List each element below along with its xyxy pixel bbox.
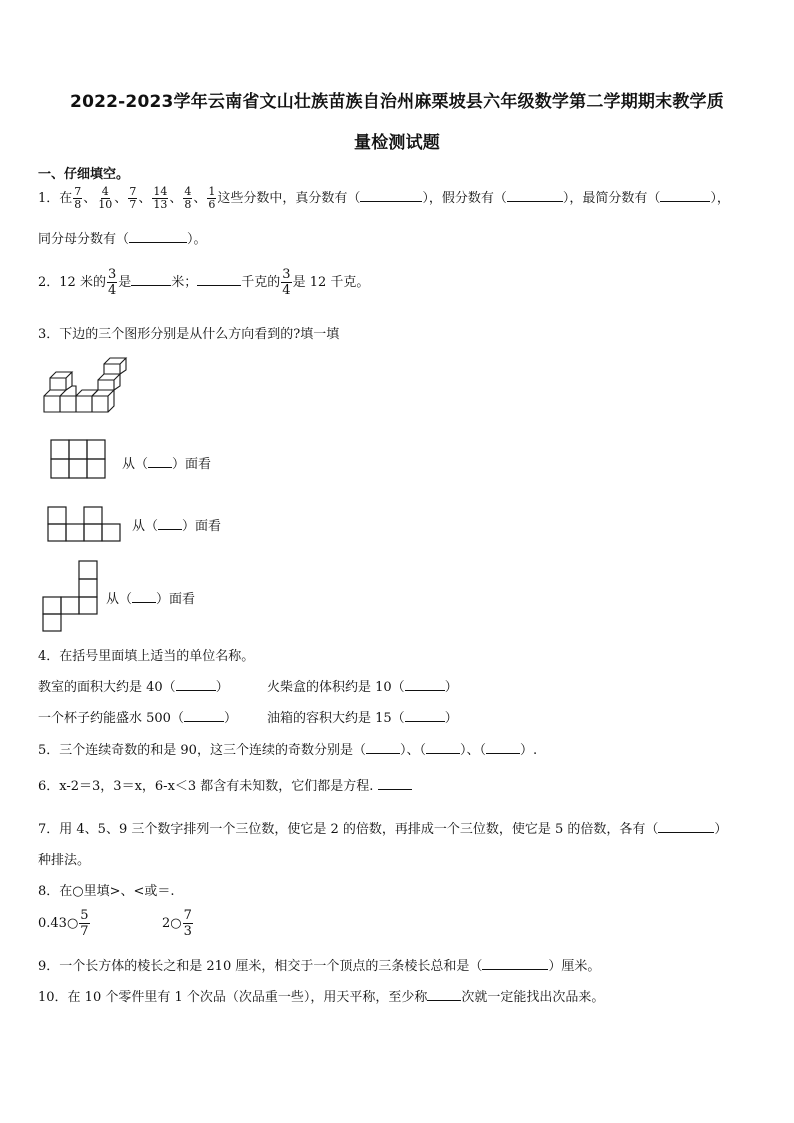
answer-blank[interactable] — [378, 777, 412, 790]
answer-blank[interactable] — [148, 455, 172, 468]
view-label-2: 从（ ）面看 — [132, 519, 222, 534]
question-7: 7．用 4、5、9 三个数字排列一个三位数，使它是 2 的倍数，再排成一个三位数，使它是 5 的倍数，各有（ ） — [38, 822, 728, 837]
q1-text-4: ）， — [710, 191, 730, 206]
fraction: $\frac{7}{3}$ — [183, 908, 192, 939]
view-figure-2 — [47, 506, 127, 544]
q8-compare-a: 0.43○ $\frac{5}{7}$ — [38, 908, 89, 939]
fraction: $\frac{3}{4}$ — [107, 267, 117, 298]
fraction-5: $\frac{4}{8}$ — [184, 185, 192, 211]
view-label-1: 从（ ）面看 — [122, 457, 212, 472]
page-title — [0, 87, 794, 112]
answer-blank[interactable] — [184, 709, 224, 722]
answer-blank[interactable] — [176, 678, 216, 691]
view-label-3: 从（ ）面看 — [106, 592, 196, 607]
answer-blank[interactable] — [660, 189, 710, 202]
fraction: $\frac{5}{7}$ — [80, 908, 89, 939]
q1-prefix: 1．在 — [38, 191, 73, 206]
q4-row-2: 一个杯子约能盛水 500（ ） — [38, 711, 237, 726]
q2-b: 是 — [118, 275, 132, 290]
question-3: 3．下边的三个图形分别是从什么方向看到的?填一填 — [38, 327, 340, 342]
page-title-2 — [0, 128, 794, 153]
answer-blank[interactable] — [426, 741, 460, 754]
question-10: 10．在 10 个零件里有 1 个次品（次品重一些），用天平称，至少称 次就一定能找出次品来。 — [38, 990, 605, 1005]
fraction-6: $\frac{1}{6}$ — [208, 185, 216, 211]
question-2 — [38, 267, 369, 298]
section-header: 一、仔细填空。 — [38, 167, 130, 182]
answer-blank[interactable] — [129, 230, 187, 243]
answer-blank[interactable] — [507, 189, 563, 202]
question-1: 1．在 $\frac{7}{8}$ 、 $\frac{4}{10}$ 、 $\frac{7}{7}$ 、 $\frac{14}{13}$ 、 $\frac{4}{8}$ 、 $\frac{1}{6}$ 这些分数中，真分数有（ ），假分数有（ ），最简分数有（ ）， — [38, 185, 730, 211]
fraction: $\frac{3}{4}$ — [282, 267, 291, 298]
cube-stack-figure — [40, 356, 140, 418]
question-5: 5．三个连续奇数的和是 90，这三个连续的奇数分别是（ ）、（ ）、（ ）. — [38, 743, 538, 758]
q2-c: 米； — [171, 275, 198, 290]
q4-row-1: 教室的面积大约是 40（ ） — [38, 680, 229, 695]
q2-d: 千克的 — [241, 275, 281, 290]
answer-blank[interactable] — [482, 957, 548, 970]
fraction-4: $\frac{14}{13}$ — [153, 185, 168, 211]
answer-blank[interactable] — [360, 189, 422, 202]
answer-blank[interactable] — [158, 517, 182, 530]
q1-line2-a: 同分母分数有（ — [38, 232, 130, 247]
answer-blank[interactable] — [427, 988, 461, 1001]
q2-a: 2．12 米的 — [38, 275, 106, 290]
answer-blank[interactable] — [132, 590, 156, 603]
q1-text-3: ），最简分数有（ — [562, 191, 661, 206]
q1-line2-b: ）。 — [187, 232, 207, 247]
q1-text-2: ），假分数有（ — [422, 191, 507, 206]
answer-blank[interactable] — [486, 741, 520, 754]
view-figure-3 — [41, 560, 101, 634]
answer-blank[interactable] — [366, 741, 400, 754]
title-line-2: 量检测试题 — [354, 133, 440, 153]
answer-blank[interactable] — [405, 678, 445, 691]
q2-e: 是 12 千克。 — [292, 275, 370, 290]
question-4: 4．在括号里面填上适当的单位名称。 — [38, 649, 255, 664]
q4-row-2-right: 油箱的容积大约是 15（ ） — [267, 711, 458, 726]
q4-row-1-right: 火柴盒的体积约是 10（ ） — [267, 680, 458, 695]
answer-blank[interactable] — [658, 820, 714, 833]
answer-blank[interactable] — [405, 709, 445, 722]
question-7-line-2: 种排法。 — [38, 853, 91, 868]
q1-text-1: 这些分数中，真分数有（ — [217, 191, 361, 206]
question-1-line-2 — [38, 228, 207, 247]
q8-compare-b: 2○ $\frac{7}{3}$ — [162, 908, 192, 939]
fraction-1: $\frac{7}{8}$ — [74, 185, 82, 211]
question-9: 9．一个长方体的棱长之和是 210 厘米，相交于一个顶点的三条棱长总和是（ ）厘米。 — [38, 959, 601, 974]
question-6: 6．x-2＝3，3＝x，6-x＜3 都含有未知数，它们都是方程. — [38, 775, 412, 794]
title-line-1: 2022-2023学年云南省文山壮族苗族自治州麻栗坡县六年级数学第二学期期末教学质 — [70, 92, 724, 112]
question-8: 8．在○里填>、<或＝. — [38, 884, 175, 899]
answer-blank[interactable] — [197, 273, 241, 286]
fraction-3: $\frac{7}{7}$ — [129, 185, 137, 211]
fraction-2: $\frac{4}{10}$ — [98, 185, 113, 211]
answer-blank[interactable] — [131, 273, 171, 286]
view-figure-1 — [50, 439, 112, 481]
